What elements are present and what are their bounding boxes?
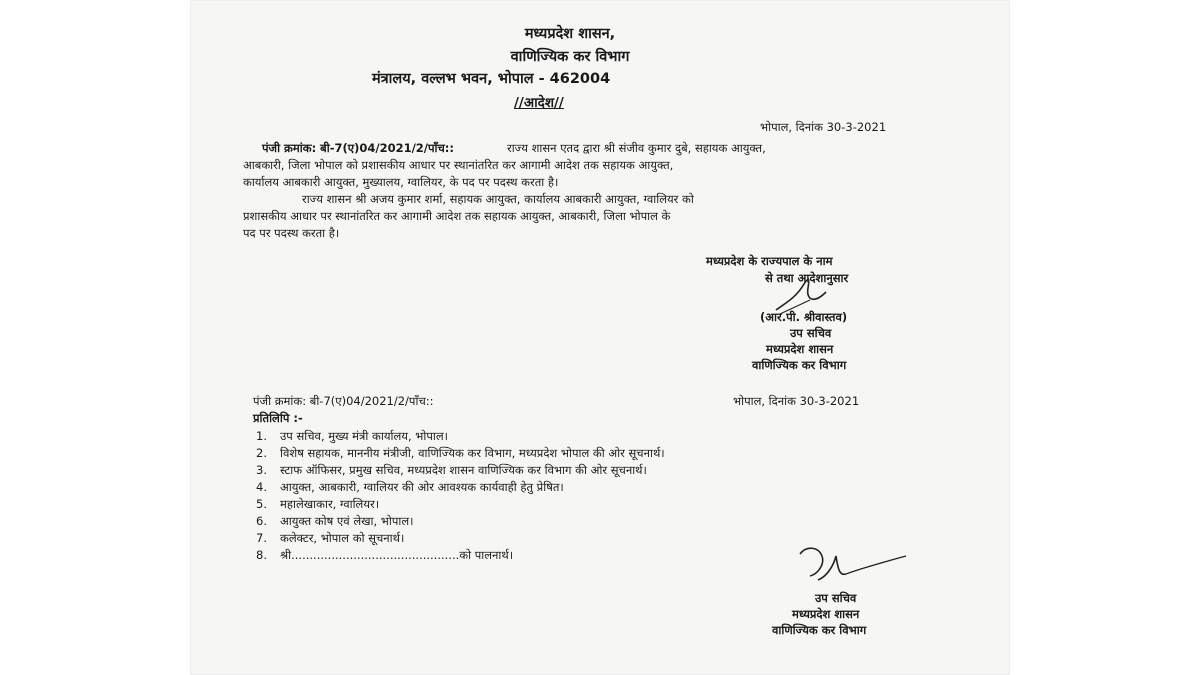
signatory-designation: उप सचिव [790,326,832,340]
order-paragraph1-line2: आबकारी, जिला भोपाल को प्रशासकीय आधार पर स्थानांतरित कर आगामी आदेश तक सहायक आयुक्त, [243,158,674,172]
copy-place-date: भोपाल, दिनांक 30-3-2021 [733,394,860,408]
signature1-authority-line1: मध्यप्रदेश के राज्यपाल के नाम [706,254,833,268]
copy-item-number: 5. [256,497,267,511]
copy-item-number: 4. [256,480,267,494]
signatory-govt: मध्यप्रदेश शासन [766,342,834,356]
order-title: //आदेश// [514,95,564,111]
copy-item-number: 7. [256,531,267,545]
order-place-date: भोपाल, दिनांक 30-3-2021 [760,120,887,134]
signature2-department: वाणिज्यिक कर विभाग [772,623,867,637]
department-heading: वाणिज्यिक कर विभाग [510,49,630,65]
order-paragraph2-line2: प्रशासकीय आधार पर स्थानांतरित कर आगामी आदेश तक सहायक आयुक्त, आबकारी, जिला भोपाल के [243,209,671,223]
copy-item-number: 6. [256,514,267,528]
copy-item-number: 8. [256,548,267,562]
order-paragraph2-line3: पद पर पदस्थ करता है। [243,226,340,240]
signatory-name: (आर.पी. श्रीवास्तव) [760,310,848,324]
copy-reference: पंजी क्रमांक: बी-7(ए)04/2021/2/पाँच:: [253,394,434,408]
signatory-department: वाणिज्यिक कर विभाग [752,358,847,372]
copy-item-text: उप सचिव, मुख्य मंत्री कार्यालय, भोपाल। [280,429,449,443]
copy-item-text: श्री..............................................को पालनार्थ। [280,548,514,562]
copy-item-number: 1. [256,429,267,443]
govt-heading: मध्यप्रदेश शासन, [524,26,616,42]
copy-item-text: स्टाफ ऑफिसर, प्रमुख सचिव, मध्यप्रदेश शासन वाणिज्यिक कर विभाग की ओर सूचनार्थ। [280,463,647,477]
order-paragraph2-line1: राज्य शासन श्री अजय कुमार शर्मा, सहायक आयुक्त, कार्यालय आबकारी आयुक्त, ग्वालियर को [302,192,694,206]
address-heading: मंत्रालय, वल्लभ भवन, भोपाल - 462004 [372,71,611,87]
order-paragraph1-line1: राज्य शासन एतद द्वारा श्री संजीव कुमार दुबे, सहायक आयुक्त, [507,141,766,155]
signature2-govt: मध्यप्रदेश शासन [792,607,860,621]
copy-item-number: 3. [256,463,267,477]
copy-item-text: कलेक्टर, भोपाल को सूचनार्थ। [280,531,405,545]
order-reference: पंजी क्रमांक: बी-7(ए)04/2021/2/पाँच:: [262,141,454,155]
signature2-designation: उप सचिव [815,591,857,605]
copy-title: प्रतिलिपि :- [253,411,303,425]
copy-item-text: महालेखाकार, ग्वालियर। [280,497,380,511]
copy-item-text: विशेष सहायक, माननीय मंत्रीजी, वाणिज्यिक कर विभाग, मध्यप्रदेश भोपाल की ओर सूचनार्थ। [280,446,665,460]
signature2-mark [792,540,910,590]
order-paragraph1-line3: कार्यालय आबकारी आयुक्त, मुख्यालय, ग्वालियर, के पद पर पदस्थ करता है। [243,175,559,189]
copy-item-number: 2. [256,446,267,460]
signature1-authority-line2: से तथा आदेशानुसार [765,271,849,285]
copy-item-text: आयुक्त कोष एवं लेखा, भोपाल। [280,514,414,528]
copy-item-text: आयुक्त, आबकारी, ग्वालियर की ओर आवश्यक कार्यवाही हेतु प्रेषित। [280,480,564,494]
